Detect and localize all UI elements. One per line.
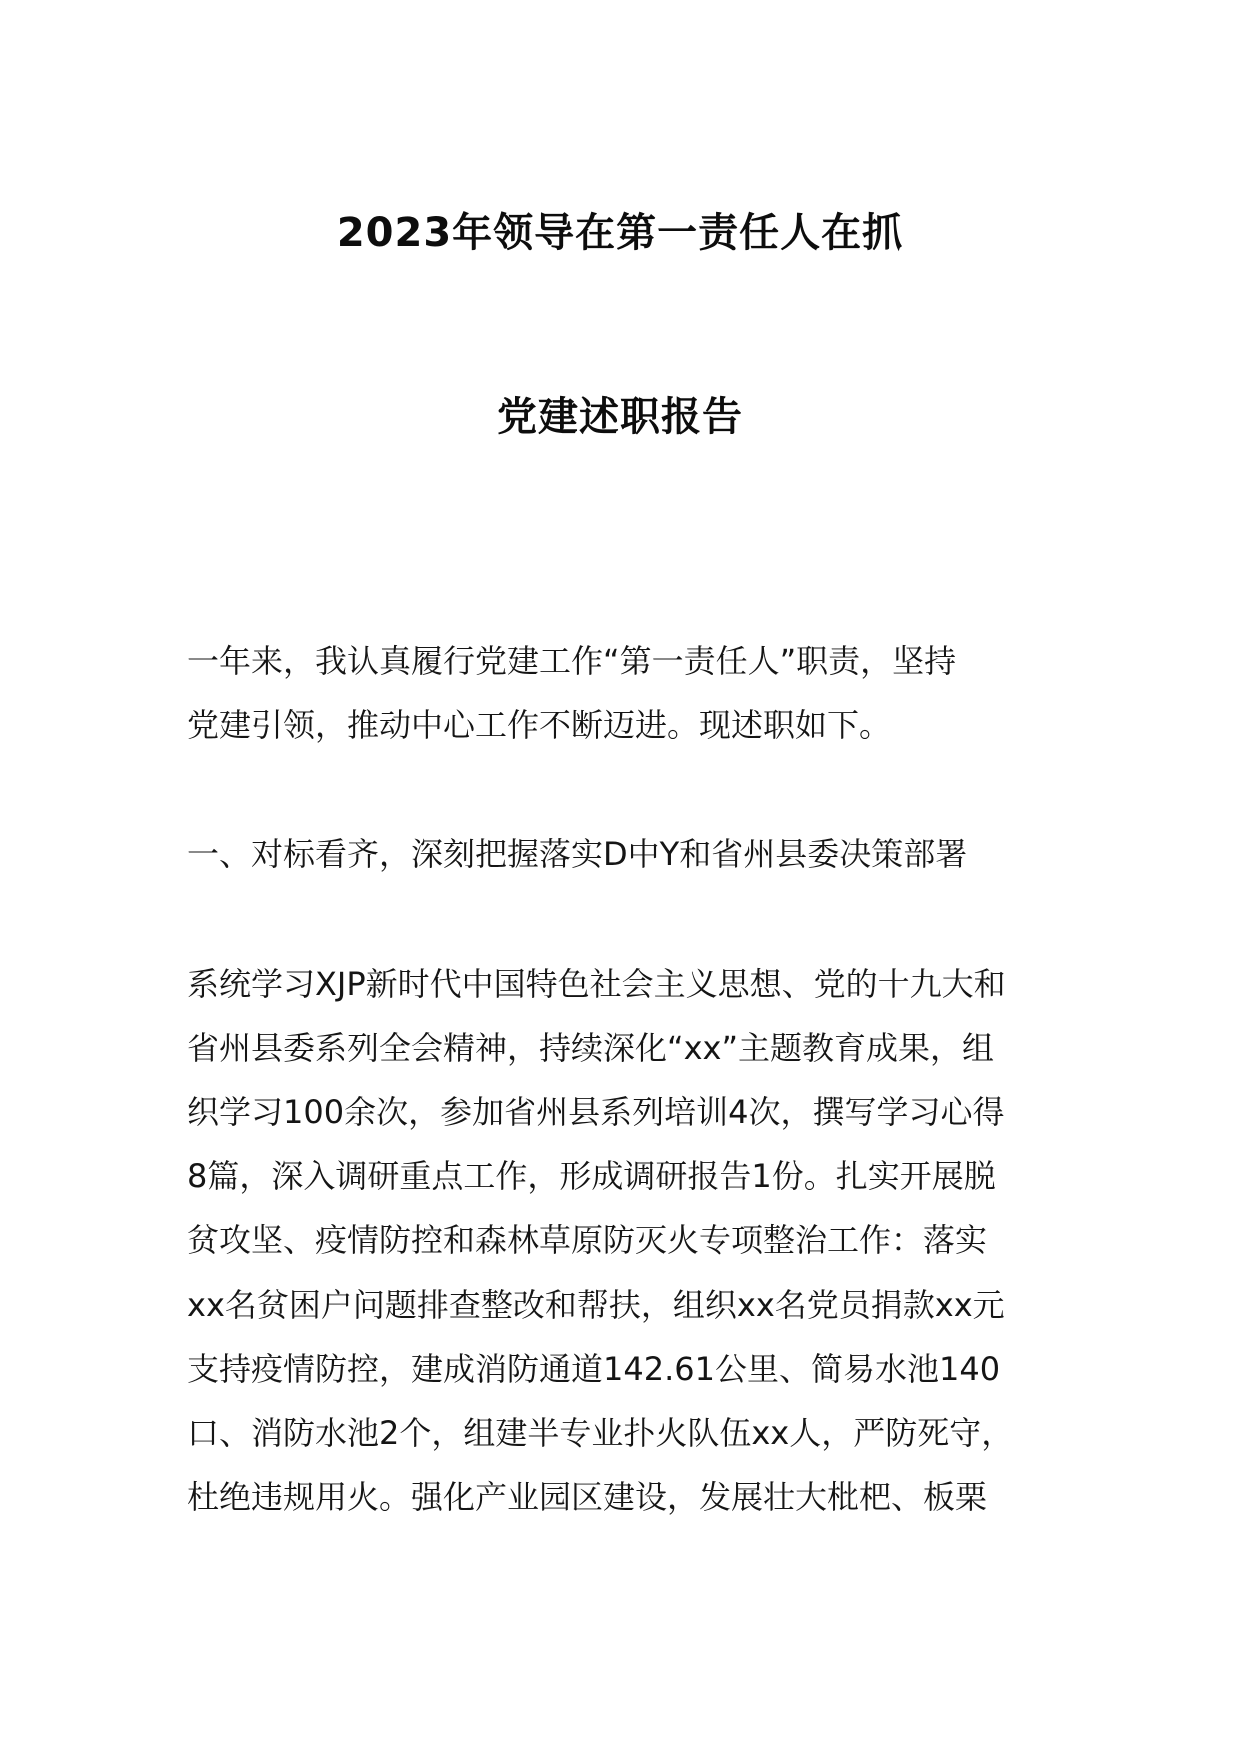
document-title-line-2: 党建述职报告 (497, 394, 743, 440)
document-title-line-1: 2023年领导在第一责任人在抓 (336, 210, 904, 256)
body-paragraph-line-8: 口、消防水池2个，组建半专业扑火队伍xx人，严防死守， (187, 1414, 1014, 1452)
body-paragraph-line-3: 织学习100余次，参加省州县系列培训4次，撰写学习心得 (187, 1093, 1005, 1131)
body-paragraph-line-2: 省州县委系列全会精神，持续深化“xx”主题教育成果，组 (187, 1029, 995, 1067)
body-paragraph-line-5: 贫攻坚、疫情防控和森林草原防灭火专项整治工作：落实 (187, 1221, 988, 1259)
body-paragraph-line-4: 8篇，深入调研重点工作，形成调研报告1份。扎实开展脱 (187, 1157, 996, 1195)
body-paragraph-line-7: 支持疫情防控，建成消防通道142.61公里、简易水池140 (187, 1350, 1001, 1388)
intro-paragraph-line-1: 一年来，我认真履行党建工作“第一责任人”职责，坚持 (187, 642, 957, 680)
body-paragraph-line-9: 杜绝违规用火。强化产业园区建设，发展壮大枇杷、板栗 (187, 1478, 988, 1516)
intro-paragraph-line-2: 党建引领，推动中心工作不断迈进。现述职如下。 (187, 706, 892, 744)
section-heading: 一、对标看齐，深刻把握落实D中Y和省州县委决策部署 (187, 835, 968, 873)
body-paragraph-line-6: xx名贫困户问题排查整改和帮扶，组织xx名党员捐款xx元 (187, 1286, 1005, 1324)
body-paragraph-line-1: 系统学习XJP新时代中国特色社会主义思想、党的十九大和 (187, 965, 1006, 1003)
